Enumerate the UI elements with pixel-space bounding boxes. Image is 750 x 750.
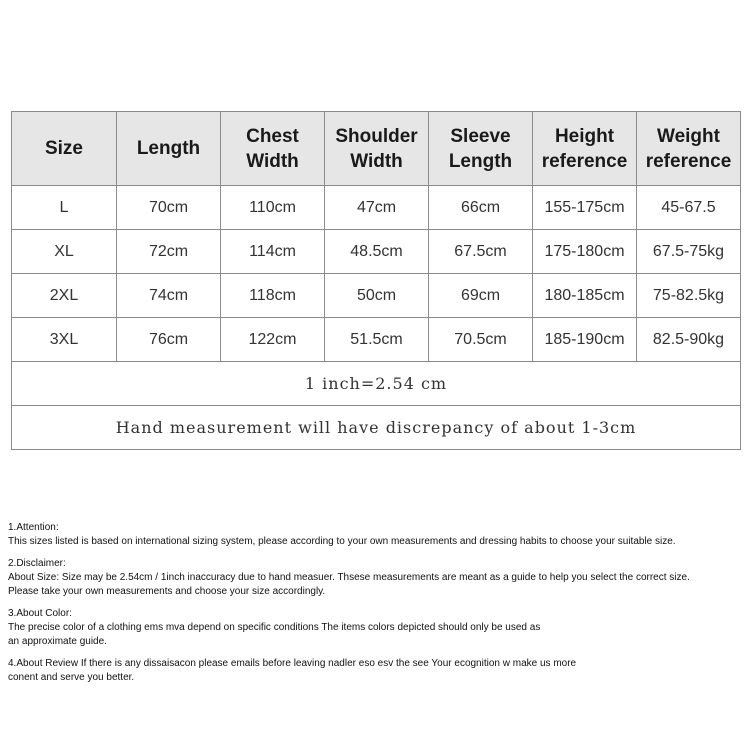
discrepancy-note-row (12, 406, 741, 450)
discrepancy-note: Hand measurement will have discrepancy of about 1-3cm (12, 406, 741, 450)
note-text: The precise color of a clothing ems mva depend on specific conditions The items colors depicted should only be used as (8, 622, 541, 633)
table-cell: 110cm (221, 186, 325, 230)
conversion-note: 1 inch=2.54 cm (12, 362, 741, 406)
disclaimer-note (8, 557, 748, 599)
table-cell: 122cm (221, 318, 325, 362)
table-cell: 185-190cm (533, 318, 637, 362)
table-cell: 45-67.5 (637, 186, 741, 230)
table-cell: 70cm (117, 186, 221, 230)
table-cell: 175-180cm (533, 230, 637, 274)
table-cell: 114cm (221, 230, 325, 274)
table-row (12, 230, 741, 274)
table-cell: 67.5-75kg (637, 230, 741, 274)
table-cell: 66cm (429, 186, 533, 230)
table-cell: 3XL (12, 318, 117, 362)
header-height-reference: Height reference (533, 112, 637, 186)
table-cell: 67.5cm (429, 230, 533, 274)
header-row (12, 112, 741, 186)
table-cell: 72cm (117, 230, 221, 274)
size-chart-table (11, 111, 741, 450)
note-text: 4.About Review If there is any dissaisacon please emails before leaving nadler eso esv the see Your ecognition w make us more (8, 658, 577, 669)
note-text: About Size: Size may be 2.54cm / 1inch inaccuracy due to hand measuer. Thsese measurements are meant as a guide to help you select the correct size. (8, 572, 690, 583)
table-row (12, 186, 741, 230)
note-text: Please take your own measurements and choose your size accordingly. (8, 586, 326, 597)
table-cell: 74cm (117, 274, 221, 318)
table-cell: 70.5cm (429, 318, 533, 362)
header-chest-width: Chest Width (221, 112, 325, 186)
note-heading: 1.Attention: (8, 522, 59, 533)
header-shoulder-width: Shoulder Width (325, 112, 429, 186)
table-cell: 51.5cm (325, 318, 429, 362)
table-cell: 180-185cm (533, 274, 637, 318)
table-cell: 47cm (325, 186, 429, 230)
review-note (8, 657, 748, 685)
header-weight-reference: Weight reference (637, 112, 741, 186)
note-text: an approximate guide. (8, 636, 107, 647)
table-cell: 82.5-90kg (637, 318, 741, 362)
table-cell: 50cm (325, 274, 429, 318)
note-text: This sizes listed is based on international sizing system, please according to your own measurements and dressing habits to choose your suitable size. (8, 536, 676, 547)
table-cell: L (12, 186, 117, 230)
table-cell: 155-175cm (533, 186, 637, 230)
table-row (12, 274, 741, 318)
header-sleeve-length: Sleeve Length (429, 112, 533, 186)
note-heading: 3.About Color: (8, 608, 72, 619)
table-cell: 76cm (117, 318, 221, 362)
table-cell: XL (12, 230, 117, 274)
table-cell: 118cm (221, 274, 325, 318)
table-cell: 2XL (12, 274, 117, 318)
note-text: conent and serve you better. (8, 672, 135, 683)
size-notes (8, 521, 748, 693)
header-length: Length (117, 112, 221, 186)
note-heading: 2.Disclaimer: (8, 558, 66, 569)
conversion-note-row (12, 362, 741, 406)
color-note (8, 607, 748, 649)
table-row (12, 318, 741, 362)
table-cell: 75-82.5kg (637, 274, 741, 318)
table-cell: 48.5cm (325, 230, 429, 274)
attention-note (8, 521, 748, 549)
table-cell: 69cm (429, 274, 533, 318)
header-size: Size (12, 112, 117, 186)
